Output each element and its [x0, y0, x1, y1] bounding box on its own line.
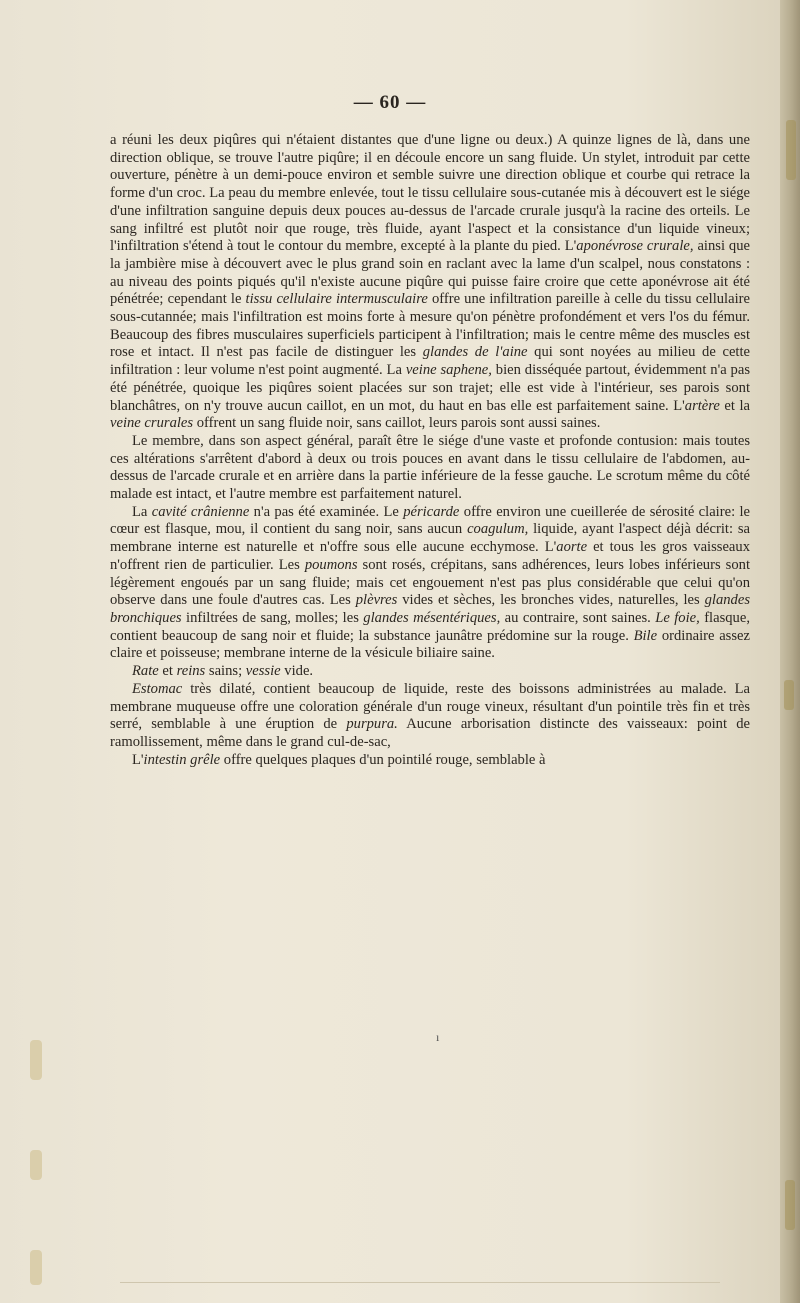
paper-stain [30, 1040, 42, 1080]
text-run: offrent un sang fluide noir, sans caillot, leurs parois sont aussi saines. [193, 415, 601, 432]
text-run: ordinaire assez claire et poisseuse; membrane interne de la vésicule biliaire saine. [110, 627, 750, 662]
text-run: vide. [280, 663, 314, 680]
italic-term: Le foie, [655, 609, 700, 626]
body-text [110, 132, 750, 769]
text-run: et tous les gros vaisseaux n'offrent rien de particulier. Les [110, 539, 751, 573]
page-bottom-line [120, 1282, 720, 1283]
text-run: a réuni les deux piqûres qui n'étaient distantes que d'une ligne ou deux.) A quinze lignes de là, dans une direction oblique, se trouve l'autre piqûre; il en découle encore un sang fluide. Un stylet, introduit par cette ouverture, pénètre à un demi-pouce environ et semble suivre une direction oblique et courbe qui retrace la forme d'un croc. La peau du membre enlevée, tout le tissu cellulaire sous-cutanée mis à découvert est le siége d'une infiltration sanguine depuis deux pouces au-dessus de l'arcade crurale jusqu'à la racine des orteils. Le sang infiltré est plutôt noir que rouge, très fluide, ayant l'aspect et la consistance d'un liquide vineux; l'infiltration s'étend à tout le contour du membre, excepté à la plante du pied. L' [110, 132, 750, 255]
italic-term: reins [176, 663, 206, 680]
italic-term: veine crurales [110, 415, 194, 432]
italic-term: Rate [132, 663, 159, 680]
page-number: — 60 — [353, 92, 427, 113]
italic-term: plèvres [355, 592, 398, 609]
paper-stain [786, 120, 796, 180]
italic-term: intestin grêle [143, 751, 221, 768]
italic-term: cavité crânienne [151, 503, 250, 520]
page-edge [780, 0, 800, 1303]
italic-term: péricarde [403, 503, 460, 520]
italic-term: purpura. [346, 716, 398, 733]
italic-term: tissu cellulaire intermusculaire [245, 291, 428, 308]
text-run: ainsi que la jambière mise à découvert avec le plus grand soin en raclant avec la lame d'un scalpel, nous constatons : au niveau des points piqués qu'il n'existe aucune piqûre qui puisse faire croire que cette aponévrose ait été pénétrée; cependant le [110, 238, 751, 308]
text-run: Le membre, dans son aspect général, paraît être le siége d'une vaste et profonde contusion: mais toutes ces altérations s'arrêtent d'abord à deux ou trois pouces en avant dans le tissu cellulaire de l'abdomen, au-dessus de l'arcade crurale et en arrière dans la partie inférieure de la fesse gauche. Le scrotum même du côté malade est intact, et l'autre membre est parfaitement naturel. [110, 432, 750, 503]
italic-term: vessie [245, 663, 281, 680]
text-run: offre quelques plaques d'un pointilé rouge, semblable à [220, 751, 546, 768]
paper-stain [785, 1180, 795, 1230]
italic-term: artère [684, 397, 720, 414]
italic-term: Bile [633, 627, 658, 644]
italic-term: aponévrose crurale, [576, 238, 694, 255]
paragraph [110, 504, 750, 663]
text-run: qui sont noyées au milieu de cette infiltration : leur volume n'est point augmenté. La [110, 344, 751, 379]
paper-stain [784, 680, 794, 710]
text-run: sains; [205, 663, 246, 680]
text-run: offre une infiltration pareille à celle du tissu cellulaire sous-cutannée; mais l'infiltration est moins forte à mesure qu'on pénètre profondément et vers l'os du fémur. Beaucoup des fibres musculaires superficiels participent à l'infiltration; mais le centre même des muscles est rose et intact. Il n'est pas facile de distinguer les [110, 291, 750, 361]
text-run: L' [132, 751, 144, 768]
italic-term: Estomac [132, 680, 183, 697]
italic-term: veine saphene, [405, 362, 492, 379]
paragraph [110, 663, 750, 681]
text-run: vides et sèches, les bronches vides, naturelles, les [397, 592, 705, 609]
text-run: très dilaté, contient beaucoup de liquide, reste des boissons administrées au malade. La membrane muqueuse offre une coloration générale d'un rouge vineux, résultant d'un pointile très fin et très serré, semblable à une éruption de [110, 680, 750, 733]
text-run: offre environ une cueillerée de sérosité claire: le cœur est flasque, mou, il contient du sang noir, sans aucun [110, 503, 751, 538]
paragraph [110, 132, 750, 433]
paragraph [110, 681, 750, 752]
paragraph [110, 433, 750, 504]
paper-stain [30, 1250, 42, 1285]
text-run: liquide, ayant l'aspect déjà décrit: sa membrane interne est naturelle et n'offre sous elle aucune ecchymose. L' [110, 521, 751, 556]
italic-term: aorte [556, 539, 588, 556]
italic-term: poumons [304, 556, 358, 573]
text-run: et [158, 663, 177, 680]
text-run: flasque, contient beaucoup de sang noir et fluide; la substance jaunâtre prédomine sur la rouge. [110, 609, 750, 644]
text-run: La [132, 503, 152, 520]
text-run: au contraire, sont saines. [500, 609, 656, 626]
text-run: infiltrées de sang, molles; les [181, 609, 364, 626]
paragraph [110, 752, 750, 770]
text-run: sont rosés, crépitans, sans adhérences, leurs lobes inférieurs sont légèrement engoués par un sang fluide; mais cet engouement n'est pas plus considérable que celui qu'on observe dans une foule d'autres cas. Les [110, 556, 750, 609]
italic-term: glandes bronchiques [110, 592, 750, 626]
text-run: bien disséquée partout, évidemment n'a pas été pénétrée, quoique les piqûres soient placées sur son trajet; elle est vide à l'intérieur, ses parois sont blanchâtres, on n'y trouve aucun caillot, en un mot, du haut en bas elle est parfaitement saine. L' [110, 362, 750, 414]
italic-term: coagulum, [467, 521, 529, 538]
text-run: Aucune arborisation distincte des vaisseaux: point de ramollissement, même dans le grand cul-de-sac, [110, 716, 751, 750]
italic-term: glandes de l'aine [422, 344, 528, 361]
stray-ink-mark: ı [436, 1030, 440, 1044]
paper-stain [30, 1150, 42, 1180]
text-run: n'a pas été examinée. Le [249, 503, 404, 520]
italic-term: glandes mésentériques, [363, 609, 501, 626]
text-run: et la [719, 397, 750, 414]
